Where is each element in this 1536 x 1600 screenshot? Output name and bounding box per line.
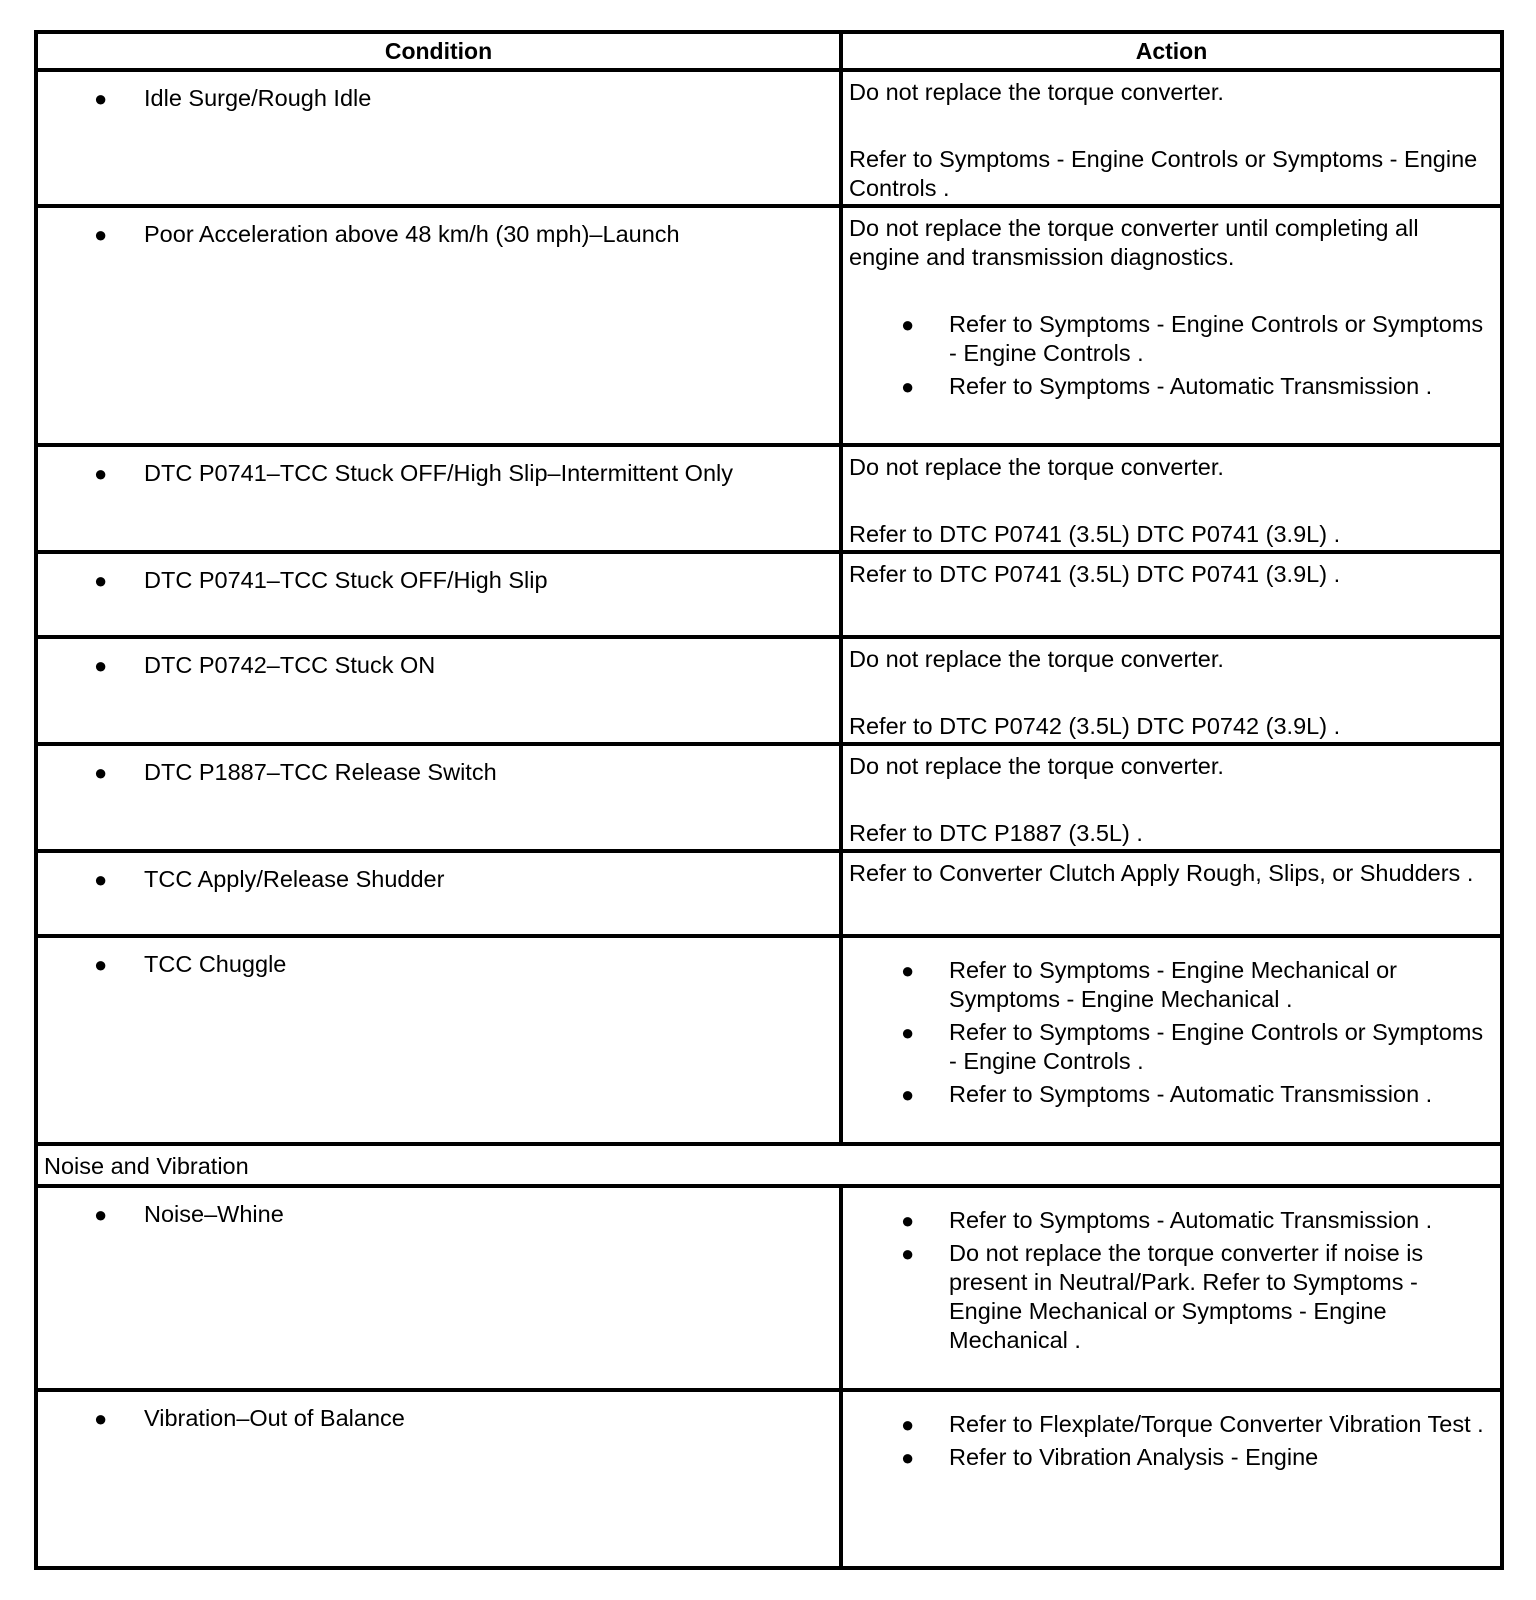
bullet-icon: ● (94, 760, 108, 785)
action-note: Refer to DTC P1887 (3.5L) . (849, 820, 1143, 846)
bullet-icon: ● (94, 952, 108, 977)
table-row (36, 1390, 1502, 1568)
condition-text: DTC P0742–TCC Stuck ON (144, 652, 436, 678)
action-cell (841, 851, 1502, 936)
action-text: Do not replace the torque converter. (849, 454, 1224, 480)
action-text: Refer to Converter Clutch Apply Rough, Slips, or Shudders . (849, 860, 1474, 886)
condition-text: Vibration–Out of Balance (144, 1405, 405, 1431)
bullet-icon: ● (901, 1082, 915, 1107)
bullet-icon: ● (94, 568, 108, 593)
list-item-text: Refer to Symptoms - Automatic Transmission . (949, 373, 1433, 399)
bullet-icon: ● (94, 222, 108, 247)
condition-text: Idle Surge/Rough Idle (144, 85, 372, 111)
action-text: Do not replace the torque converter. (849, 646, 1224, 672)
condition-header: Condition (36, 32, 841, 70)
action-cell (841, 1186, 1502, 1390)
header-row (36, 32, 1502, 70)
list-item-text: Refer to Symptoms - Engine Controls or Symptoms - Engine Controls . (949, 311, 1484, 366)
list-item-text: Refer to Symptoms - Engine Controls or Symptoms - Engine Controls . (949, 1019, 1484, 1074)
condition-cell (36, 744, 841, 851)
table-row (36, 1186, 1502, 1390)
action-text: Do not replace the torque converter. (849, 79, 1224, 105)
action-cell (841, 70, 1502, 206)
action-cell (841, 552, 1502, 637)
bullet-icon: ● (901, 1412, 915, 1437)
action-text: Do not replace the torque converter. (849, 753, 1224, 779)
list-item-text: Refer to Vibration Analysis - Engine (949, 1444, 1319, 1470)
bullet-icon: ● (901, 958, 915, 983)
action-list (849, 310, 1488, 401)
list-item (849, 956, 1488, 1014)
list-item (849, 372, 1488, 401)
bullet-icon: ● (94, 86, 108, 111)
action-note: Refer to DTC P0741 (3.5L) DTC P0741 (3.9L) . (849, 521, 1341, 547)
action-cell (841, 936, 1502, 1144)
action-list (849, 1206, 1488, 1355)
action-header: Action (841, 32, 1502, 70)
list-item-text: Refer to Flexplate/Torque Converter Vibration Test . (949, 1411, 1484, 1437)
condition-text: TCC Chuggle (144, 951, 287, 977)
condition-text: Noise–Whine (144, 1201, 284, 1227)
action-list (849, 956, 1488, 1109)
condition-text: DTC P0741–TCC Stuck OFF/High Slip–Intermittent Only (144, 460, 734, 486)
action-cell (841, 1390, 1502, 1568)
bullet-icon: ● (94, 461, 108, 486)
condition-text: DTC P1887–TCC Release Switch (144, 759, 497, 785)
section-row (36, 1144, 1502, 1186)
bullet-icon: ● (94, 1406, 108, 1431)
list-item (849, 1410, 1488, 1439)
list-item (849, 310, 1488, 368)
list-item (849, 1018, 1488, 1076)
section-cell (36, 1144, 1502, 1186)
list-item (849, 1443, 1488, 1472)
action-cell (841, 206, 1502, 445)
table-row (36, 851, 1502, 936)
condition-cell (36, 70, 841, 206)
action-list (849, 1410, 1488, 1472)
condition-cell (36, 206, 841, 445)
action-cell (841, 445, 1502, 552)
diagnostic-table (34, 30, 1504, 1570)
list-item (849, 1080, 1488, 1109)
table-row (36, 70, 1502, 206)
condition-cell (36, 445, 841, 552)
list-item-text: Do not replace the torque converter if noise is present in Neutral/Park. Refer to Symptoms - Engine Mechanical or Symptoms - Engine Mechanical . (949, 1240, 1424, 1353)
section-title: Noise and Vibration (44, 1153, 249, 1179)
condition-text: Poor Acceleration above 48 km/h (30 mph)–Launch (144, 221, 680, 247)
condition-text: DTC P0741–TCC Stuck OFF/High Slip (144, 567, 548, 593)
condition-text: TCC Apply/Release Shudder (144, 866, 445, 892)
table-row (36, 744, 1502, 851)
table-row (36, 936, 1502, 1144)
bullet-icon: ● (901, 1445, 915, 1470)
bullet-icon: ● (901, 312, 915, 337)
condition-cell (36, 851, 841, 936)
bullet-icon: ● (94, 653, 108, 678)
action-text: Do not replace the torque converter until completing all engine and transmission diagnostics. (849, 215, 1419, 270)
condition-cell (36, 552, 841, 637)
condition-cell (36, 1186, 841, 1390)
table-row (36, 206, 1502, 445)
bullet-icon: ● (94, 867, 108, 892)
action-text: Refer to DTC P0741 (3.5L) DTC P0741 (3.9L) . (849, 561, 1341, 587)
condition-cell (36, 1390, 841, 1568)
list-item (849, 1239, 1488, 1355)
list-item-text: Refer to Symptoms - Automatic Transmission . (949, 1081, 1433, 1107)
action-note: Refer to DTC P0742 (3.5L) DTC P0742 (3.9L) . (849, 713, 1341, 739)
action-cell (841, 744, 1502, 851)
table-row (36, 445, 1502, 552)
action-cell (841, 637, 1502, 744)
list-item (849, 1206, 1488, 1235)
bullet-icon: ● (901, 374, 915, 399)
bullet-icon: ● (901, 1241, 915, 1266)
condition-cell (36, 637, 841, 744)
list-item-text: Refer to Symptoms - Automatic Transmission . (949, 1207, 1433, 1233)
condition-cell (36, 936, 841, 1144)
bullet-icon: ● (94, 1202, 108, 1227)
list-item-text: Refer to Symptoms - Engine Mechanical or Symptoms - Engine Mechanical . (949, 957, 1397, 1012)
bullet-icon: ● (901, 1020, 915, 1045)
bullet-icon: ● (901, 1208, 915, 1233)
action-note: Refer to Symptoms - Engine Controls or Symptoms - Engine Controls . (849, 146, 1478, 201)
table-row (36, 552, 1502, 637)
table-row (36, 637, 1502, 744)
